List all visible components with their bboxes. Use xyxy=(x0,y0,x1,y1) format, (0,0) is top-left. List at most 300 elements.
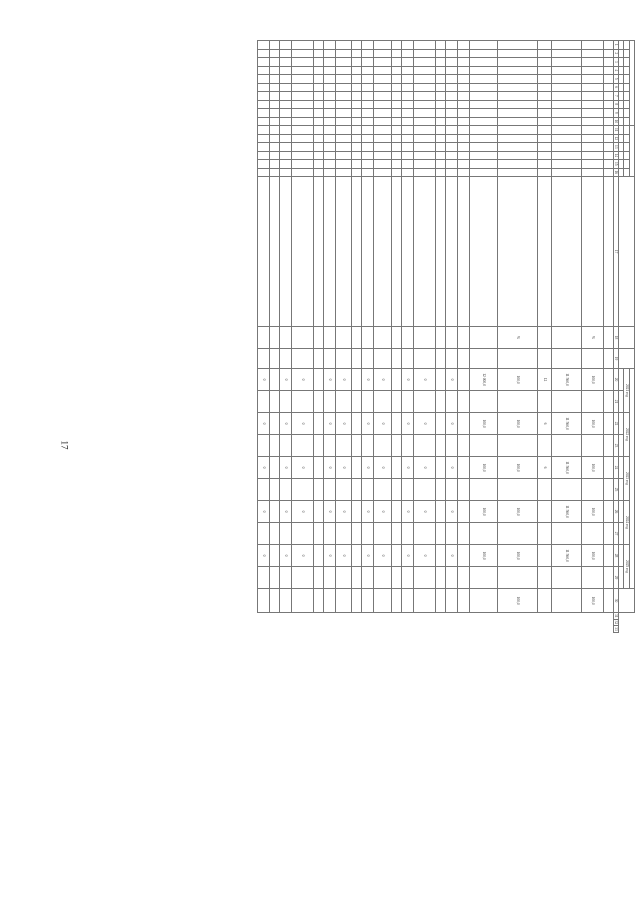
code-cell xyxy=(445,117,457,126)
code-cell xyxy=(445,126,457,135)
year-value-cell: 0 xyxy=(445,545,457,567)
code-cell xyxy=(497,83,537,92)
code-cell xyxy=(497,92,537,101)
code-cell xyxy=(413,92,435,101)
year-value-cell xyxy=(373,479,391,501)
code-cell xyxy=(445,151,457,160)
table-row xyxy=(323,41,335,633)
code-cell xyxy=(469,92,497,101)
code-cell xyxy=(435,49,445,58)
code-cell xyxy=(413,160,435,169)
base-value-cell xyxy=(291,349,313,369)
year-value-cell xyxy=(497,523,537,545)
code-cell xyxy=(469,126,497,135)
rotated-table-sheet xyxy=(105,40,635,885)
code-cell xyxy=(603,151,613,160)
code-cell xyxy=(413,58,435,67)
code-cell xyxy=(313,100,323,109)
year-value-cell xyxy=(373,391,391,413)
table-row xyxy=(269,41,279,633)
code-subheader-cell xyxy=(619,75,624,84)
base-value-cell xyxy=(391,349,401,369)
year-value-cell: 100,0 xyxy=(581,413,603,435)
row-description xyxy=(291,177,313,327)
unit-cell xyxy=(435,327,445,349)
code-cell xyxy=(497,143,537,152)
year-value-cell: 6 xyxy=(537,413,551,435)
column-number: 14 xyxy=(613,151,619,160)
code-cell xyxy=(335,92,351,101)
code-cell xyxy=(351,151,361,160)
year-value-cell xyxy=(269,501,279,523)
code-cell xyxy=(551,151,581,160)
code-cell xyxy=(603,41,613,50)
code-cell xyxy=(603,92,613,101)
year-value-cell xyxy=(401,391,413,413)
year-value-cell: 0 xyxy=(279,501,291,523)
column-number: 21 xyxy=(613,391,619,413)
code-subheader-cell xyxy=(619,126,624,135)
code-cell xyxy=(269,134,279,143)
code-cell xyxy=(279,66,291,75)
table-row xyxy=(445,41,457,633)
year-value-cell xyxy=(269,479,279,501)
code-subheader xyxy=(624,100,630,109)
year-value-cell: 0 xyxy=(361,501,373,523)
code-cell xyxy=(413,126,435,135)
table-row xyxy=(413,41,435,633)
year-value-cell: 100,0 xyxy=(469,501,497,523)
year-value-cell xyxy=(269,567,279,589)
year-value-cell: 0 xyxy=(323,545,335,567)
year-value-cell xyxy=(269,545,279,567)
year-value-cell xyxy=(323,567,335,589)
year-value-cell: 11 560,0 xyxy=(551,545,581,567)
code-cell xyxy=(269,126,279,135)
year-value-cell: 0 xyxy=(413,369,435,391)
code-cell xyxy=(313,151,323,160)
year-value-cell: 0 xyxy=(279,369,291,391)
code-subheader-cell xyxy=(619,134,624,143)
year-value-cell xyxy=(497,479,537,501)
year-value-cell: 11 560,0 xyxy=(551,369,581,391)
code-cell xyxy=(551,92,581,101)
code-cell xyxy=(537,117,551,126)
year-value-cell xyxy=(469,479,497,501)
code-subheader xyxy=(624,92,630,101)
code-cell xyxy=(537,58,551,67)
year-value-cell: 0 xyxy=(279,413,291,435)
year-value-cell: 100,0 xyxy=(497,457,537,479)
column-number: 17 xyxy=(613,177,619,327)
year-value-cell: 100,0 xyxy=(469,457,497,479)
base-value-cell xyxy=(435,349,445,369)
code-cell xyxy=(391,41,401,50)
year-value-cell xyxy=(497,391,537,413)
code-cell xyxy=(497,151,537,160)
code-cell xyxy=(603,143,613,152)
total-cell xyxy=(537,589,551,613)
code-cell xyxy=(401,109,413,118)
year-value-cell: 12 000,0 xyxy=(469,369,497,391)
base-value-cell xyxy=(361,349,373,369)
code-cell xyxy=(279,41,291,50)
total-cell xyxy=(401,589,413,613)
table-row xyxy=(551,41,581,633)
year-value-cell xyxy=(603,479,613,501)
year-value-cell xyxy=(603,413,613,435)
code-cell xyxy=(257,117,269,126)
code-cell xyxy=(279,126,291,135)
year-value-cell xyxy=(291,567,313,589)
code-cell xyxy=(335,109,351,118)
code-cell xyxy=(373,92,391,101)
code-cell xyxy=(401,117,413,126)
code-cell xyxy=(323,160,335,169)
column-number: 10 xyxy=(613,117,619,126)
year-value-cell: 0 xyxy=(401,545,413,567)
code-subheader-cell xyxy=(619,66,624,75)
unit-cell xyxy=(323,327,335,349)
code-cell xyxy=(413,109,435,118)
year-value-cell xyxy=(537,435,551,457)
year-value-cell xyxy=(257,523,269,545)
code-cell xyxy=(413,100,435,109)
table-row xyxy=(457,41,469,633)
code-cell xyxy=(435,109,445,118)
total-cell xyxy=(391,589,401,613)
year-value-cell xyxy=(335,435,351,457)
column-number: 30 xyxy=(613,589,619,613)
year-value-cell: 0 xyxy=(257,545,269,567)
year-value-cell: 0 xyxy=(291,457,313,479)
year-value-cell xyxy=(435,457,445,479)
year-value-cell xyxy=(435,435,445,457)
unit-cell xyxy=(445,327,457,349)
code-cell xyxy=(497,66,537,75)
year-value-cell xyxy=(257,391,269,413)
code-cell xyxy=(291,109,313,118)
code-cell xyxy=(537,160,551,169)
code-cell xyxy=(457,143,469,152)
year-value-cell xyxy=(313,479,323,501)
year-value-cell xyxy=(323,435,335,457)
code-cell xyxy=(457,49,469,58)
year-value-cell xyxy=(537,391,551,413)
code-cell xyxy=(435,168,445,177)
code-cell xyxy=(581,49,603,58)
column-number: 4 xyxy=(613,66,619,75)
code-cell xyxy=(603,66,613,75)
code-cell xyxy=(313,92,323,101)
year-value-cell xyxy=(445,391,457,413)
code-cell xyxy=(457,100,469,109)
code-cell xyxy=(537,151,551,160)
code-cell xyxy=(445,143,457,152)
year-value-cell xyxy=(603,369,613,391)
code-subheader-cell xyxy=(619,168,624,177)
code-cell xyxy=(497,41,537,50)
code-cell xyxy=(291,75,313,84)
code-cell xyxy=(269,168,279,177)
code-cell xyxy=(469,49,497,58)
year-value-cell: 0 xyxy=(323,369,335,391)
code-cell xyxy=(581,168,603,177)
year-value-cell: 0 xyxy=(445,457,457,479)
column-number: 3 xyxy=(613,58,619,67)
year-value-cell xyxy=(257,435,269,457)
year-value-cell xyxy=(391,391,401,413)
code-cell xyxy=(373,75,391,84)
unit-cell: % xyxy=(581,327,603,349)
base-value-cell xyxy=(313,349,323,369)
table-row xyxy=(335,41,351,633)
unit-cell xyxy=(351,327,361,349)
code-cell xyxy=(391,83,401,92)
year-value-cell xyxy=(401,567,413,589)
base-value-cell xyxy=(537,349,551,369)
year-value-cell: 100,0 xyxy=(469,413,497,435)
code-cell xyxy=(401,83,413,92)
code-subheader-cell xyxy=(619,143,624,152)
year-value-cell: 0 xyxy=(401,369,413,391)
code-cell xyxy=(445,160,457,169)
code-cell xyxy=(445,58,457,67)
code-cell xyxy=(435,58,445,67)
code-cell xyxy=(323,143,335,152)
column-number: 23 xyxy=(613,435,619,457)
code-cell xyxy=(581,134,603,143)
code-cell xyxy=(335,66,351,75)
total-cell xyxy=(469,589,497,613)
column-number: 7 xyxy=(613,92,619,101)
column-number: 13 xyxy=(613,143,619,152)
year-value-cell xyxy=(603,501,613,523)
code-cell xyxy=(361,75,373,84)
unit-cell xyxy=(279,327,291,349)
year-value-cell xyxy=(413,435,435,457)
code-subheader xyxy=(624,134,630,143)
year-value-cell: 100,0 xyxy=(497,369,537,391)
total-cell xyxy=(335,589,351,613)
code-subheader-cell xyxy=(619,83,624,92)
base-value-column-header xyxy=(619,349,635,369)
column-number: 2 xyxy=(613,49,619,58)
code-subheader-cell xyxy=(619,151,624,160)
code-cell xyxy=(497,168,537,177)
column-number: 11 xyxy=(613,126,619,135)
code-cell xyxy=(373,117,391,126)
year-value-cell: 100,0 xyxy=(469,545,497,567)
code-cell xyxy=(257,58,269,67)
code-cell xyxy=(445,100,457,109)
year-subheader-cell xyxy=(619,545,624,567)
code-cell xyxy=(373,168,391,177)
code-cell xyxy=(361,143,373,152)
code-cell xyxy=(323,58,335,67)
code-cell xyxy=(373,160,391,169)
code-cell xyxy=(401,75,413,84)
year-value-cell xyxy=(335,567,351,589)
code-cell xyxy=(257,109,269,118)
code-cell xyxy=(269,92,279,101)
code-cell xyxy=(469,109,497,118)
code-cell xyxy=(279,100,291,109)
code-cell xyxy=(391,109,401,118)
code-cell xyxy=(279,83,291,92)
year-value-cell xyxy=(361,391,373,413)
year-value-cell xyxy=(457,435,469,457)
code-cell xyxy=(469,160,497,169)
year-value-cell: 0 xyxy=(257,501,269,523)
year-value-cell xyxy=(457,523,469,545)
unit-cell xyxy=(291,327,313,349)
code-cell xyxy=(313,126,323,135)
year-value-cell xyxy=(351,391,361,413)
code-cell xyxy=(391,168,401,177)
column-number: 31 xyxy=(614,614,619,618)
year-value-cell xyxy=(323,479,335,501)
code-cell xyxy=(257,160,269,169)
year-value-cell xyxy=(457,369,469,391)
base-value-cell xyxy=(413,349,435,369)
code-cell xyxy=(537,83,551,92)
year-value-cell xyxy=(581,523,603,545)
code-cell xyxy=(391,66,401,75)
code-cell xyxy=(269,66,279,75)
year-value-cell xyxy=(279,567,291,589)
row-description xyxy=(551,177,581,327)
year-value-cell xyxy=(269,413,279,435)
year-value-cell xyxy=(401,523,413,545)
code-cell xyxy=(551,66,581,75)
table-row xyxy=(351,41,361,633)
year-value-cell xyxy=(351,435,361,457)
code-cell xyxy=(413,75,435,84)
year-value-cell xyxy=(323,391,335,413)
code-cell xyxy=(323,109,335,118)
code-cell xyxy=(313,75,323,84)
year-value-cell xyxy=(391,479,401,501)
year-value-cell: 0 xyxy=(445,369,457,391)
code-cell xyxy=(581,66,603,75)
code-cell xyxy=(435,117,445,126)
code-cell xyxy=(291,134,313,143)
year-value-cell xyxy=(551,567,581,589)
unit-cell: % xyxy=(497,327,537,349)
code-cell xyxy=(269,75,279,84)
code-cell xyxy=(457,92,469,101)
table-row xyxy=(257,41,269,633)
code-cell xyxy=(373,41,391,50)
code-cell xyxy=(551,109,581,118)
code-cell xyxy=(603,134,613,143)
year-value-cell xyxy=(351,457,361,479)
year-value-cell: 0 xyxy=(373,457,391,479)
code-cell xyxy=(279,75,291,84)
table-row xyxy=(313,41,323,633)
code-cell xyxy=(257,168,269,177)
year-value-cell xyxy=(581,567,603,589)
code-cell xyxy=(445,41,457,50)
code-cell xyxy=(603,117,613,126)
year-value-cell: 0 xyxy=(335,501,351,523)
code-cell xyxy=(291,143,313,152)
year-value-cell xyxy=(603,523,613,545)
code-cell xyxy=(313,143,323,152)
table-body xyxy=(257,41,613,633)
year-value-cell xyxy=(373,523,391,545)
unit-cell xyxy=(269,327,279,349)
row-description xyxy=(457,177,469,327)
code-cell xyxy=(391,160,401,169)
code-cell xyxy=(413,134,435,143)
code-cell xyxy=(269,41,279,50)
code-cell xyxy=(391,117,401,126)
table-row xyxy=(497,41,537,633)
code-cell xyxy=(351,143,361,152)
year-value-cell xyxy=(413,567,435,589)
code-cell xyxy=(361,100,373,109)
code-cell xyxy=(291,117,313,126)
code-cell xyxy=(551,168,581,177)
code-cell xyxy=(391,126,401,135)
code-cell xyxy=(269,49,279,58)
code-cell xyxy=(291,66,313,75)
year-value-cell: 0 xyxy=(323,413,335,435)
year-value-cell xyxy=(445,567,457,589)
code-cell xyxy=(291,49,313,58)
year-value-cell: 11 560,0 xyxy=(551,501,581,523)
year-value-cell xyxy=(581,479,603,501)
base-value-cell xyxy=(351,349,361,369)
year-value-cell xyxy=(373,567,391,589)
code-cell xyxy=(401,160,413,169)
year-value-cell xyxy=(497,435,537,457)
code-cell xyxy=(581,100,603,109)
total-column-header xyxy=(619,589,635,613)
year-value-cell xyxy=(313,567,323,589)
code-subheader xyxy=(624,126,630,135)
column-number: 15 xyxy=(613,160,619,169)
code-cell xyxy=(279,143,291,152)
code-cell xyxy=(279,160,291,169)
code-cell xyxy=(351,160,361,169)
year-value-cell xyxy=(391,523,401,545)
code-cell xyxy=(401,134,413,143)
code-cell xyxy=(413,143,435,152)
code-cell xyxy=(469,134,497,143)
unit-cell xyxy=(551,327,581,349)
code-cell xyxy=(391,151,401,160)
year-value-cell xyxy=(361,523,373,545)
code-cell xyxy=(373,109,391,118)
code-cell xyxy=(551,83,581,92)
total-cell xyxy=(435,589,445,613)
year-value-cell xyxy=(351,369,361,391)
code-cell xyxy=(361,92,373,101)
total-cell: 100,0 xyxy=(497,589,537,613)
code-subheader-cell xyxy=(619,109,624,118)
unit-cell xyxy=(401,327,413,349)
code-cell xyxy=(291,92,313,101)
code-cell xyxy=(279,117,291,126)
year-value-cell: 0 xyxy=(373,369,391,391)
code-cell xyxy=(401,100,413,109)
table-row xyxy=(291,41,313,633)
unit-cell xyxy=(313,327,323,349)
base-value-cell xyxy=(497,349,537,369)
